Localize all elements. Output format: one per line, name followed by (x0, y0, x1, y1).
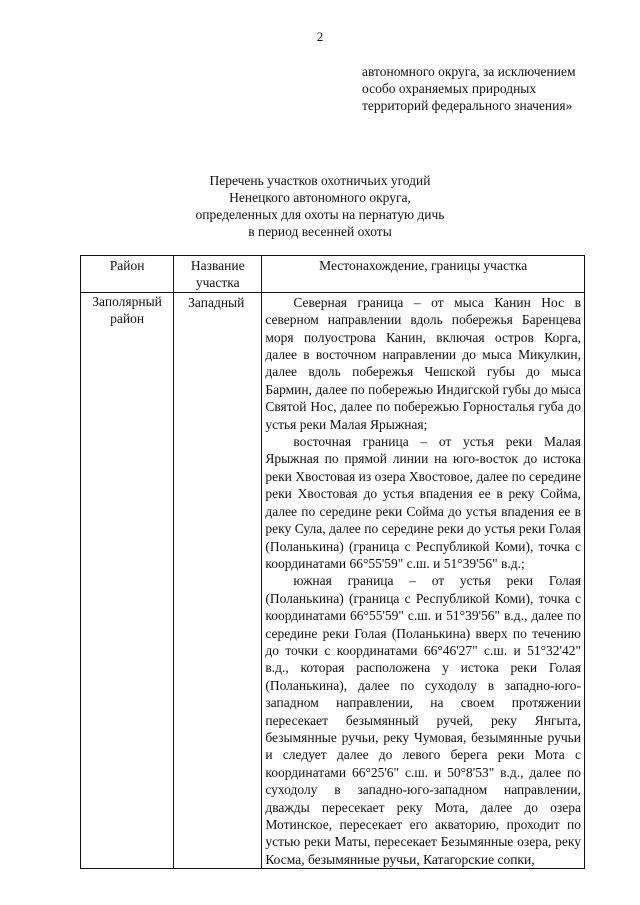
page-number: 2 (316, 29, 324, 44)
title-line: Ненецкого автономного округа, (229, 190, 411, 205)
boundary-north: Северная граница – от мыса Канин Нос в северном направлении вдоль побережья Баренцева моря полуострова Канин, включая остров Корга, далее в восточном направлении до мыса Микулкин, далее вдоль побережья Чешской губы до мыса Бармин, далее по побережью Индигской губы до мыса Святой Нос, далее по побережью Горносталья губа до устья реки Малая Ярыжная; (265, 294, 581, 432)
cell-area-name: Западный (174, 292, 262, 868)
table-header-row (81, 256, 585, 293)
closing-quote-block (362, 63, 624, 114)
title-line: определенных для охоты на пернатую дичь (195, 207, 445, 222)
quote-line: территорий федерального значения» (362, 98, 573, 113)
boundary-south: южная граница – от устья реки Голая (Поланькина) (граница с Республикой Коми), точка с координатами 66°55'59" с.ш. и 51°39'56" в.д., далее по середине реки Голая (Поланькина) вверх по течению до точки с координатами 66°46'27" с.ш. и 51°32'42" в.д., которая расположена у истока реки Голая (Поланькина), далее по суходолу в западно-юго-западном направлении, на своем протяжении пересекает безымянный ручей, реку Янгыта, безымянные ручьи, реку Чумовая, безымянные ручьи и следует далее до левого берега реки Мота с координатами 66°25'6" с.ш. и 50°8'53" в.д., далее по суходолу в западно-юго-западном направлении, дважды пересекает реку Мота, далее до озера Мотинское, пересекает его акваторию, проходит по устью реки Маты, пересекает Безымянные озера, реку Косма, безымянные ручьи, Катагорские сопки, (265, 573, 581, 867)
table-body (81, 292, 585, 868)
header-area-name: Название участка (174, 256, 262, 293)
quote-line: автономного округа, за исключением (362, 64, 576, 79)
hunting-areas-table (80, 255, 585, 869)
table-header (81, 256, 585, 293)
document-title (150, 172, 490, 240)
header-location: Местонахождение, границы участка (262, 256, 585, 293)
cell-location (262, 292, 585, 868)
title-line: в период весенней охоты (248, 224, 392, 239)
header-district: Район (81, 256, 174, 293)
table-row (81, 292, 585, 868)
quote-line: особо охраняемых природных (362, 81, 537, 96)
cell-district: Заполярный район (81, 292, 174, 868)
boundary-east: восточная граница – от устья реки Малая Ярыжная по прямой линии на юго-восток до истока реки Хвостовая из озера Хвостовое, далее по середине реки Хвостовая до устья впадения ее в реку Сойма, далее по середине реки Сойма до устья впадения ее в реку Сула, далее по середине реки до устья реки Голая (Поланькина) (граница с Республикой Коми), точка с координатами 66°55'59" с.ш. и 51°39'56" в.д.; (265, 434, 581, 571)
title-line: Перечень участков охотничьих угодий (209, 173, 431, 188)
